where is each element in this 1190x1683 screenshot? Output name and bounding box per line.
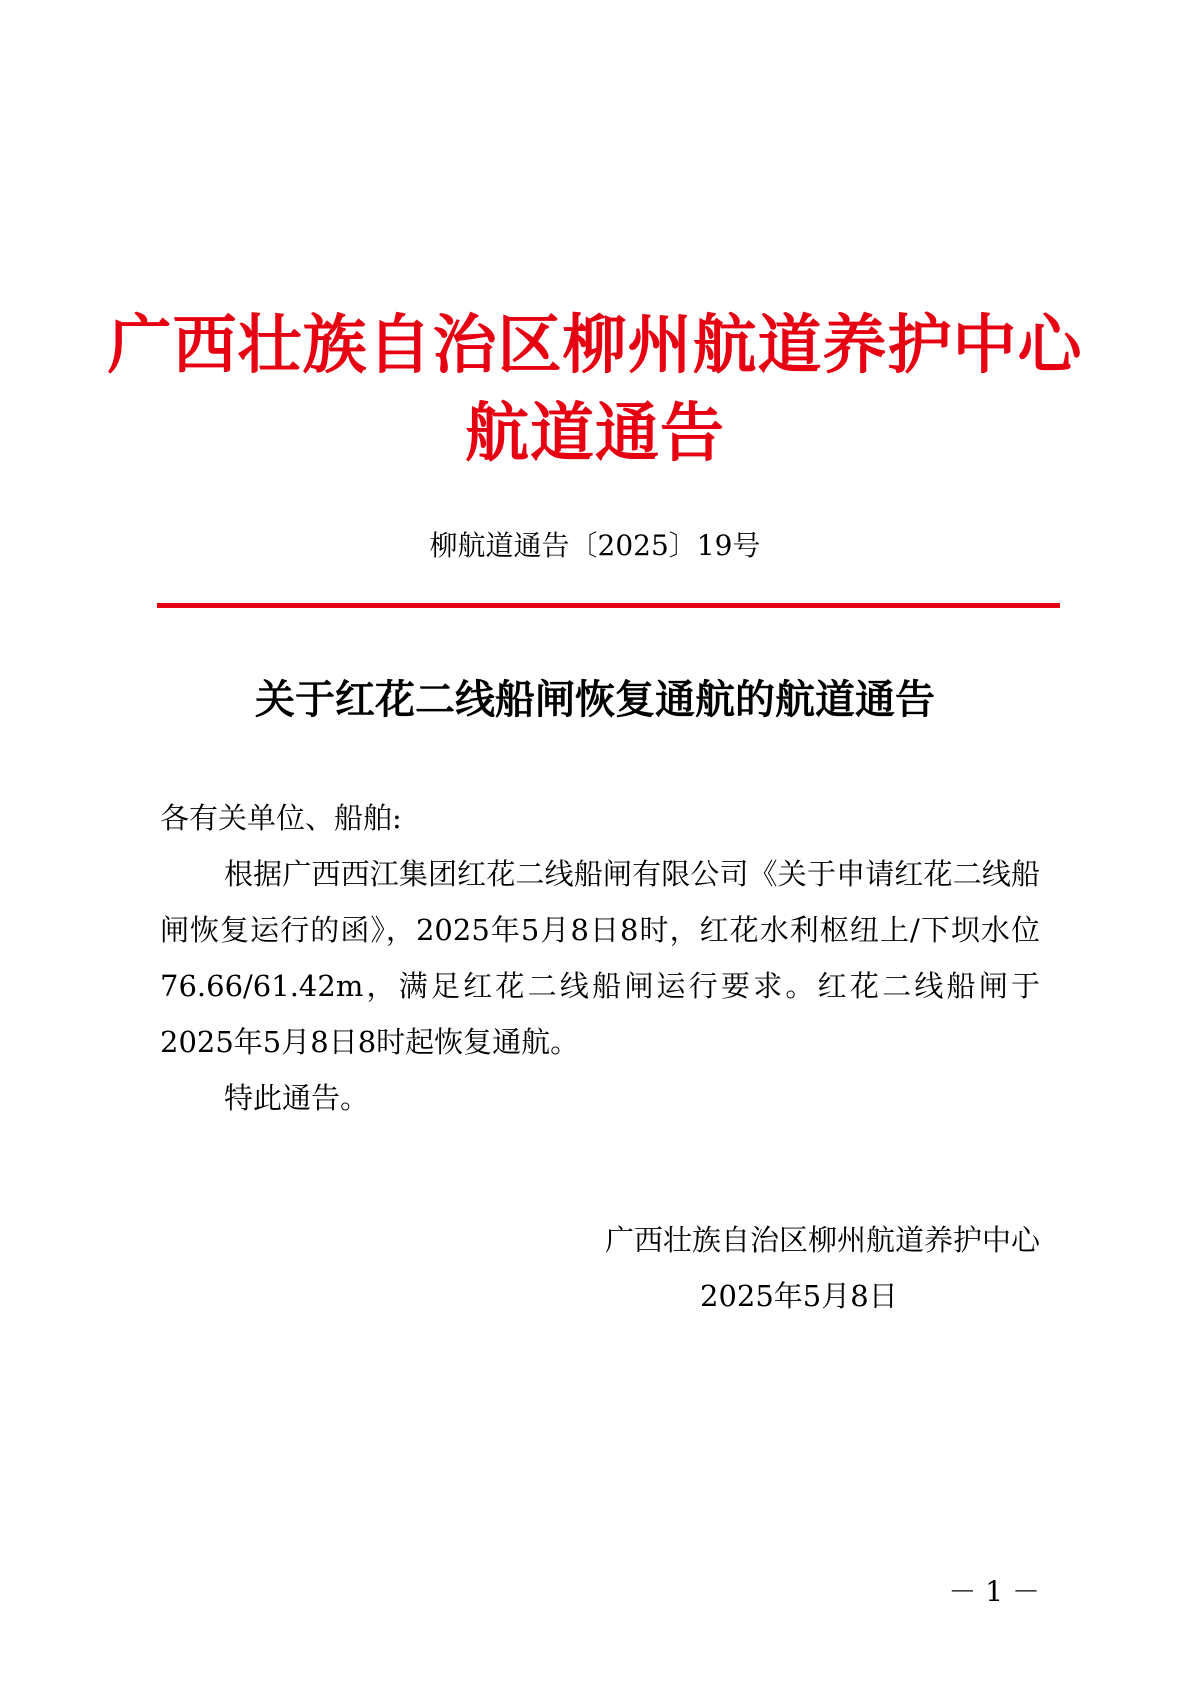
closing-statement: 特此通告。 <box>224 1081 370 1115</box>
signature-date: 2025年5月8日 <box>700 1279 898 1313</box>
issuing-organization-header: 广西壮族自治区柳州航道养护中心 <box>107 308 1083 383</box>
body-paragraph: 根据广西西江集团红花二线船闸有限公司《关于申请红花二线船闸恢复运行的函》，2025年5月8日8时，红花水利枢纽上/下坝水位76.66/61.42m，满足红花二线船闸运行要求。红花二线船闸于2025年5月8日8时起恢复通航。 <box>160 857 1040 1059</box>
page-number: － 1 － <box>948 1575 1040 1608</box>
document-number: 柳航道通告〔2025〕19号 <box>429 529 761 562</box>
red-divider-line <box>157 603 1060 608</box>
notice-type-header: 航道通告 <box>465 396 725 471</box>
salutation: 各有关单位、船舶: <box>160 801 402 835</box>
signature-organization: 广西壮族自治区柳州航道养护中心 <box>604 1223 1040 1257</box>
document-title: 关于红花二线船闸恢复通航的航道通告 <box>255 676 935 723</box>
